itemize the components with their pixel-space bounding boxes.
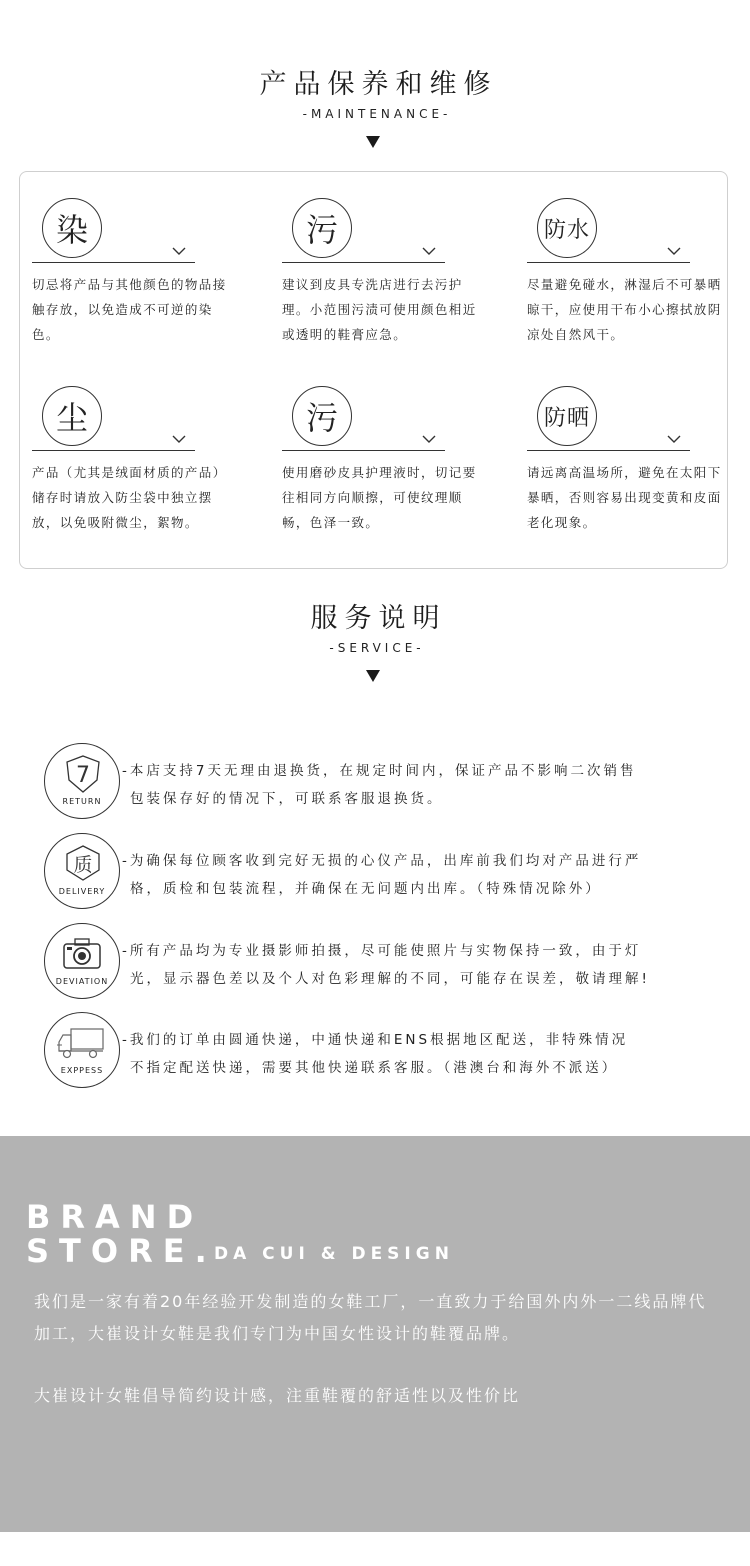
chevron-down-icon [172, 244, 186, 258]
care-badge-dust: 尘 [42, 386, 102, 446]
maintenance-heading [0, 62, 750, 121]
maintenance-subtitle: -MAINTENANCE- [302, 107, 452, 121]
service-text [122, 847, 722, 903]
truck-icon [57, 1027, 105, 1061]
care-text: 切忌将产品与其他颜色的物品接触存放，以免造成不可逆的染色。 [32, 277, 227, 342]
deviation-badge [44, 923, 120, 999]
divider [282, 450, 445, 451]
care-badge-stain: 污 [292, 198, 352, 258]
camera-icon [62, 936, 102, 972]
service-heading [0, 596, 750, 655]
brand-title-line2: STORE. [26, 1232, 217, 1270]
service-text [122, 757, 722, 813]
maintenance-panel [19, 171, 728, 569]
down-triangle-icon [366, 136, 380, 148]
service-text [122, 937, 722, 993]
service-line: 不指定配送快递，需要其他快递联系客服。（港澳台和海外不派送） [130, 1060, 619, 1076]
chevron-down-icon [172, 432, 186, 446]
maintenance-title: 产品保养和维修 [259, 69, 498, 100]
service-line: -我们的订单由圆通快递，中通快递和ENS根据地区配送，非特殊情况 [122, 1032, 629, 1048]
delivery-badge [44, 833, 120, 909]
service-line: -为确保每位顾客收到完好无损的心仪产品，出库前我们均对产品进行严 [122, 853, 642, 869]
service-item-return [44, 743, 724, 823]
brand-subtitle: DA CUI & DESIGN [214, 1244, 454, 1264]
service-line: 格，质检和包装流程，并确保在无问题内出库。（特殊情况除外） [130, 881, 602, 897]
brand-title-line1: BRAND [26, 1198, 204, 1236]
care-badge-stain: 污 [292, 386, 352, 446]
service-text [122, 1026, 722, 1082]
service-line: 包装保存好的情况下，可联系客服退换货。 [130, 791, 444, 807]
divider [32, 450, 195, 451]
care-text: 产品（尤其是绒面材质的产品）储存时请放入防尘袋中独立摆放，以免吸附微尘，絮物。 [32, 465, 227, 530]
service-title: 服务说明 [310, 603, 447, 634]
badge-label: DELIVERY [58, 887, 106, 896]
express-badge [44, 1012, 120, 1088]
svg-text:质: 质 [73, 854, 93, 876]
return-badge [44, 743, 120, 819]
down-triangle-icon [366, 670, 380, 682]
chevron-down-icon [667, 432, 681, 446]
care-badge-sunproof: 防晒 [537, 386, 597, 446]
divider [527, 262, 690, 263]
care-text: 建议到皮具专洗店进行去污护理。小范围污渍可使用颜色相近或透明的鞋膏应急。 [282, 277, 477, 342]
brand-line: 我们是一家有着20年经验开发制造的女鞋工厂，一直致力于给国外内外一二线品牌代 [34, 1292, 707, 1311]
divider [282, 262, 445, 263]
care-badge-dye: 染 [42, 198, 102, 258]
service-line: -本店支持7天无理由退换货，在规定时间内，保证产品不影响二次销售 [122, 763, 637, 779]
service-line: -所有产品均为专业摄影师拍摄，尽可能使照片与实物保持一致，由于灯 [122, 943, 642, 959]
service-subtitle: -SERVICE- [329, 641, 425, 655]
chevron-down-icon [422, 244, 436, 258]
care-text: 使用磨砂皮具护理液时，切记要往相同方向顺擦，可使纹理顺畅，色泽一致。 [282, 465, 477, 530]
svg-text:7: 7 [76, 763, 90, 788]
brand-slogan: 大崔设计女鞋倡导简约设计感，注重鞋覆的舒适性以及性价比 [34, 1386, 521, 1405]
badge-label: EXPPESS [60, 1066, 104, 1075]
service-line: 光，显示器色差以及个人对色彩理解的不同，可能存在误差，敬请理解! [130, 971, 650, 987]
brand-banner [0, 1136, 750, 1532]
service-item-delivery [44, 833, 724, 913]
service-item-express [44, 1012, 724, 1092]
chevron-down-icon [422, 432, 436, 446]
divider [32, 262, 195, 263]
quality-seal-icon [64, 844, 102, 884]
divider [527, 450, 690, 451]
brand-description [34, 1286, 734, 1350]
brand-line: 加工，大崔设计女鞋是我们专门为中国女性设计的鞋覆品牌。 [34, 1324, 521, 1343]
service-item-deviation [44, 923, 724, 1003]
badge-label: DEVIATION [55, 977, 109, 986]
care-text: 请远离高温场所，避免在太阳下暴晒，否则容易出现变黄和皮面老化现象。 [527, 465, 722, 530]
badge-label: RETURN [62, 797, 102, 806]
shield-seven-icon [64, 754, 102, 794]
chevron-down-icon [667, 244, 681, 258]
care-text: 尽量避免碰水，淋湿后不可暴晒晾干，应使用干布小心擦拭放阴凉处自然风干。 [527, 277, 722, 342]
care-badge-waterproof: 防水 [537, 198, 597, 258]
